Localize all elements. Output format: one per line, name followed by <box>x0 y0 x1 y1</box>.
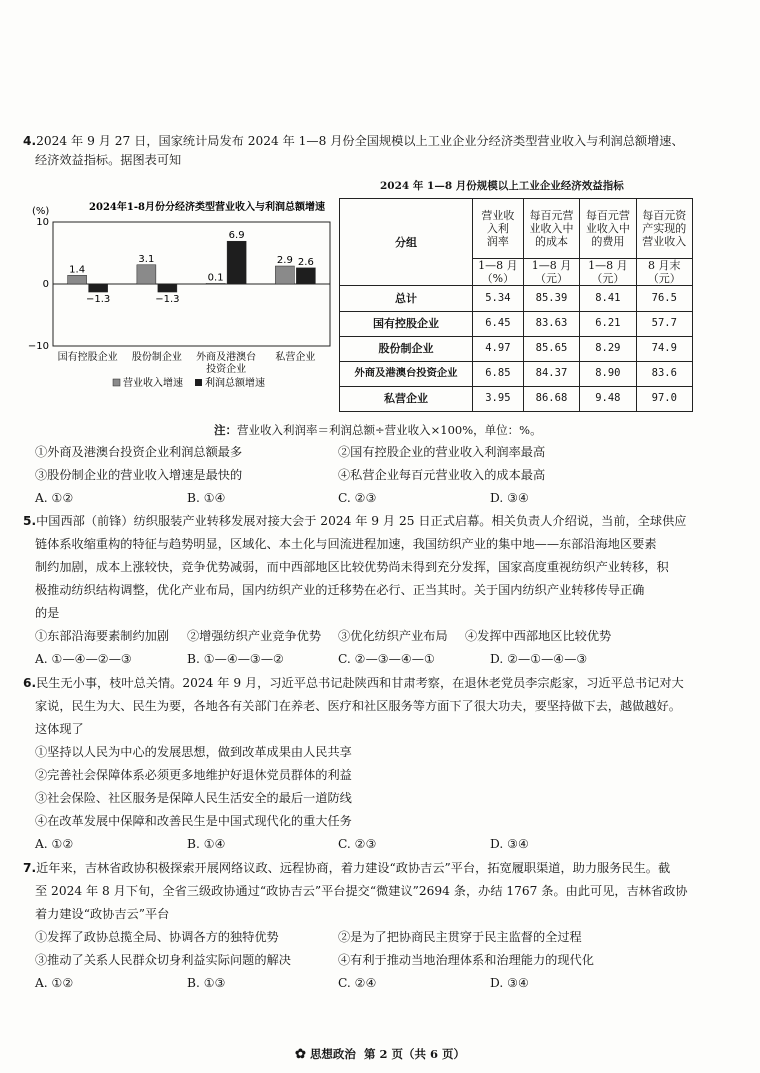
q5-line-5: 的是 <box>35 606 60 620</box>
q6-choice-b[interactable]: B. ①④ <box>187 837 226 851</box>
data-label-revenue-2: 0.1 <box>207 272 224 284</box>
unit-cell: 1—8 月 （%） <box>473 259 524 286</box>
q4-bar-chart <box>20 192 340 402</box>
q6-choice-a[interactable]: A. ①② <box>35 837 74 851</box>
bar-revenue-1 <box>137 265 156 284</box>
q6-item-3: ③社会保险、社区服务是保障人民生活安全的最后一道防线 <box>35 791 352 805</box>
q5-item-4: ④发挥中西部地区比较优势 <box>465 629 612 643</box>
q5-line-4: 极推动纺织结构调整，优化产业布局，国内纺织产业的迁移势在必行、正当其时。关于国内纺织产业转移传导正确 <box>35 583 645 597</box>
q6-item-4: ④在改革发展中保障和改善民生是中国式现代化的重大任务 <box>35 814 352 828</box>
unit-cell: 1—8 月 （元） <box>580 259 636 286</box>
table-row: 私营企业 3.95 86.68 9.48 97.0 <box>340 386 693 411</box>
q4-choice-b[interactable]: B. ①④ <box>187 491 226 505</box>
category-label-3: 私营企业 <box>275 352 316 363</box>
q4-choice-d[interactable]: D. ③④ <box>490 491 529 505</box>
q6-line-1: 6.民生无小事，枝叶总关情。2024 年 9 月，习近平总书记赴陕西和甘肃考察，在退休老党员李宗彪家，习近平总书记对大 <box>23 676 684 690</box>
q6-item-1: ①坚持以人民为中心的发展思想，做到改革成果由人民共享 <box>35 745 352 759</box>
bar-revenue-3 <box>275 266 294 284</box>
category-label-2: 投资企业 <box>206 364 247 375</box>
q5-line-2: 链体系收缩重构的特征与趋势明显，区域化、本土化与回流进程加速，我国纺织产业的集中地——东部沿海地区要素 <box>35 537 657 551</box>
q6-choice-d[interactable]: D. ③④ <box>490 837 529 851</box>
q5-line-1: 5.中国西部（前锋）纺织服装产业转移发展对接大会于 2024 年 9 月 25 日正式启幕。相关负责人介绍说，当前，全球供应 <box>23 514 687 528</box>
legend-label-revenue: 营业收入增速 <box>123 378 183 389</box>
q5-item-2: ②增强纺织产业竞争优势 <box>187 629 322 643</box>
q5-item-1: ①东部沿海要素制约加剧 <box>35 629 170 643</box>
q7-choice-d[interactable]: D. ③④ <box>490 976 529 990</box>
data-label-revenue-1: 3.1 <box>138 253 155 265</box>
bar-profit-1 <box>158 284 177 292</box>
q5-number: 5. <box>23 514 37 528</box>
group-header: 分组 <box>340 199 473 286</box>
q6-item-2: ②完善社会保障体系必须更多地维护好退休党员群体的利益 <box>35 768 352 782</box>
q4-item-2: ②国有控股企业的营业收入利润率最高 <box>338 445 546 459</box>
table-row: 股份制企业 4.97 85.65 8.29 74.9 <box>340 336 693 361</box>
q7-line-1: 7.近年来，吉林省政协积极探索开展网络议政、远程协商，着力建设“政协吉云”平台，拓宽履职渠道，助力服务民生。截 <box>23 861 671 875</box>
legend-swatch-revenue <box>113 379 120 386</box>
legend-swatch-profit <box>195 379 202 386</box>
footer-page: 第 2 页（共 6 页） <box>363 1047 465 1061</box>
q7-choice-b[interactable]: B. ①③ <box>187 976 226 990</box>
q5-choice-a[interactable]: A. ①—④—②—③ <box>35 652 132 666</box>
header-cell: 每百元资 产实现的 营业收入 <box>636 199 692 259</box>
footer-logo-icon: ✿ <box>295 1047 306 1062</box>
q7-choice-c[interactable]: C. ②④ <box>338 976 377 990</box>
q7-line-3: 着力建设“政协吉云”平台 <box>35 907 170 921</box>
q4-note: 注：营业收入利润率＝利润总额÷营业收入×100%，单位：%。 <box>214 423 542 437</box>
chart-ylabel: (%) <box>32 206 50 217</box>
q4-stem-line2: 经济效益指标。据图表可知 <box>35 153 182 167</box>
bar-revenue-2 <box>206 283 225 284</box>
data-label-revenue-0: 1.4 <box>69 264 86 276</box>
q5-item-3: ③优化纺织产业布局 <box>338 629 448 643</box>
category-label-2: 外商及港澳台 <box>196 352 257 363</box>
q6-number: 6. <box>23 676 37 690</box>
q7-item-2: ②是为了把协商民主贯穿于民主监督的全过程 <box>338 930 582 944</box>
ytick-zero: 0 <box>42 279 49 290</box>
data-label-profit-3: 2.6 <box>297 256 314 268</box>
data-label-profit-2: 6.9 <box>228 230 245 242</box>
q4-item-4: ④私营企业每百元营业收入的成本最高 <box>338 468 546 482</box>
q7-item-1: ①发挥了政协总揽全局、协调各方的独特优势 <box>35 930 279 944</box>
table-row: 总计 5.34 85.39 8.41 76.5 <box>340 286 693 311</box>
bar-revenue-0 <box>68 275 87 284</box>
chart-title: 2024年1-8月份分经济类型营业收入与利润总额增速 <box>89 202 325 213</box>
table-row: 外商及港澳台投资企业 6.85 84.37 8.90 83.6 <box>340 361 693 386</box>
unit-cell: 8 月末 （元） <box>636 259 692 286</box>
q7-choice-a[interactable]: A. ①② <box>35 976 74 990</box>
q7-item-3: ③推动了关系人民群众切身利益实际问题的解决 <box>35 953 291 967</box>
data-label-profit-0: −1.3 <box>85 294 111 306</box>
q5-choice-d[interactable]: D. ②—①—④—③ <box>490 652 588 666</box>
q7-number: 7. <box>23 861 37 875</box>
q4-stem-line1: 4.2024 年 9 月 27 日，国家统计局发布 2024 年 1—8 月份全国规模以上工业企业分经济类型营业收入与利润总额增速、 <box>23 134 684 148</box>
q7-item-4: ④有利于推动当地治理体系和治理能力的现代化 <box>338 953 594 967</box>
bar-profit-2 <box>227 241 246 284</box>
category-label-0: 国有控股企业 <box>57 352 118 363</box>
q5-choice-c[interactable]: C. ②—③—④—① <box>338 652 435 666</box>
data-label-revenue-3: 2.9 <box>276 255 293 267</box>
data-label-profit-1: −1.3 <box>155 294 180 306</box>
header-cell: 每百元营 业收入中 的费用 <box>580 199 636 259</box>
ytick-bottom: −10 <box>27 341 49 352</box>
q5-choice-b[interactable]: B. ①—④—③—② <box>187 652 284 666</box>
table-title: 2024 年 1—8 月份规模以上工业企业经济效益指标 <box>380 180 624 192</box>
bar-profit-3 <box>296 268 315 284</box>
q4-choice-c[interactable]: C. ②③ <box>338 491 377 505</box>
q4-choice-a[interactable]: A. ①② <box>35 491 74 505</box>
q4-item-3: ③股份制企业的营业收入增速是最快的 <box>35 468 243 482</box>
q6-line-3: 这体现了 <box>35 722 84 736</box>
footer-subject: 思想政治 <box>309 1047 356 1061</box>
q7-line-2: 至 2024 年 8 月下旬，全省三级政协通过“政协吉云”平台提交“微建议”2694 条，办结 1767 条。由此可见，吉林省政协 <box>35 884 688 898</box>
legend-label-profit: 利润总额增速 <box>205 378 265 389</box>
q6-line-2: 家说，民生为大、民生为要，各地各有关部门在养老、医疗和社区服务等方面下了很大功夫，要坚持做下去，越做越好。 <box>35 699 681 713</box>
bar-profit-0 <box>89 284 108 292</box>
category-label-1: 股份制企业 <box>131 352 182 363</box>
ytick-top: 10 <box>36 217 49 228</box>
q4-item-1: ①外商及港澳台投资企业利润总额最多 <box>35 445 243 459</box>
header-cell: 营业收 入利 润率 <box>473 199 524 259</box>
table-row: 国有控股企业 6.45 83.63 6.21 57.7 <box>340 311 693 336</box>
efficiency-table <box>339 198 693 412</box>
q4-number: 4. <box>23 134 37 148</box>
q5-line-3: 制约加剧，成本上涨较快，竞争优势减弱，而中西部地区比较优势尚未得到充分发挥，国家高度重视纺织产业转移，积 <box>35 560 669 574</box>
q6-choice-c[interactable]: C. ②③ <box>338 837 377 851</box>
unit-cell: 1—8 月 （元） <box>523 259 579 286</box>
page-footer <box>0 1046 760 1062</box>
header-cell: 每百元营 业收入中 的成本 <box>523 199 579 259</box>
